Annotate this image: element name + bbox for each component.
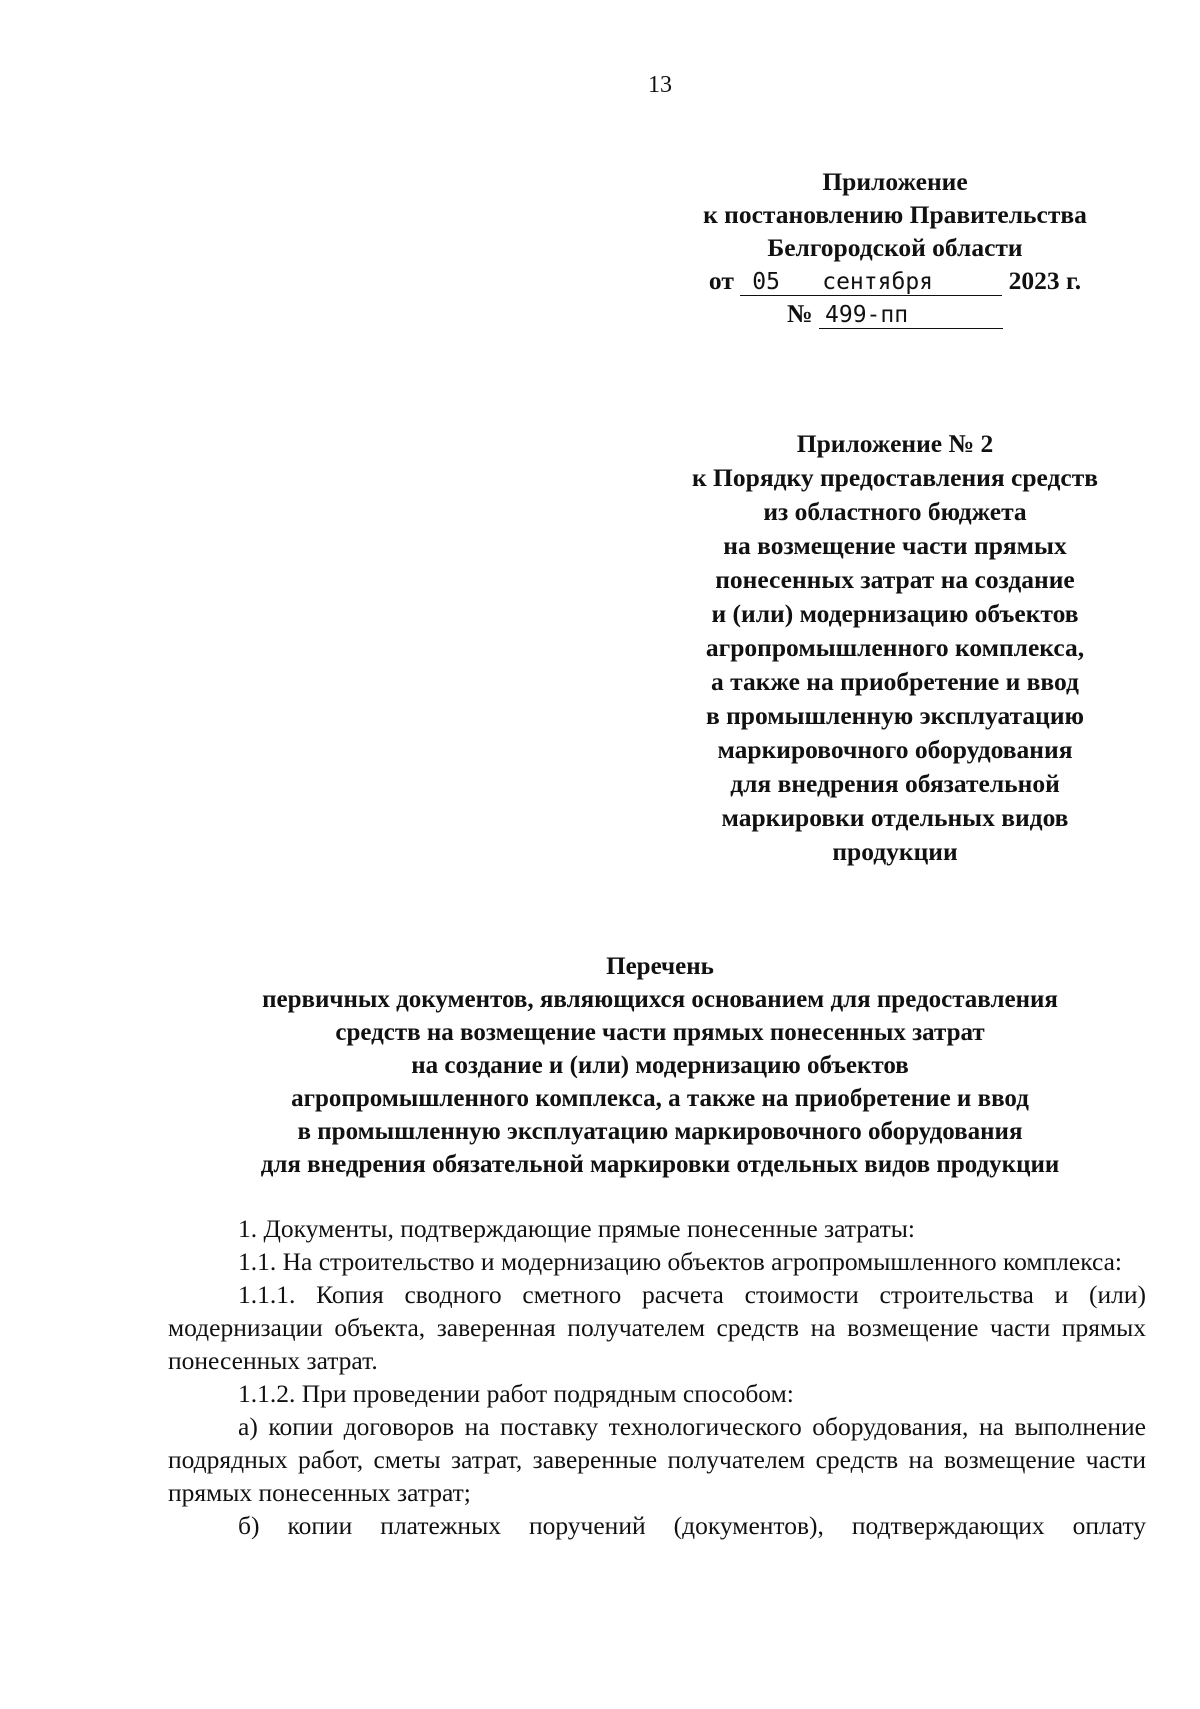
appendix-line: а также на приобретение и ввод [711,667,1079,696]
title-line: первичных документов, являющихся основанием для предоставления [262,986,1058,1013]
appendix-line: и (или) модернизацию объектов [711,599,1079,628]
body-paragraph: а) копии договоров на поставку технологического оборудования, на выполнение подрядных работ, сметы затрат, заверенные получателем средств на возмещение части прямых понесенных затрат; [168,1412,1146,1507]
appendix-line: для внедрения обязательной [730,769,1060,798]
body-paragraph: 1.1.2. При проведении работ подрядным способом: [238,1379,794,1408]
body-paragraph: 1.1. На строительство и модернизацию объектов агропромышленного комплекса: [238,1247,1123,1276]
appendix-line: из областного бюджета [763,497,1027,526]
appendix-line: в промышленную эксплуатацию [705,701,1085,730]
document-body [168,1212,1146,1542]
title-line: Перечень [606,953,714,980]
appendix-line: понесенных затрат на создание [715,565,1075,594]
title-line: для внедрения обязательной маркировки отдельных видов продукции [260,1151,1060,1178]
appendix-line: агропромышленного комплекса, [705,633,1085,662]
title-line: агропромышленного комплекса, а также на приобретение и ввод [291,1085,1029,1112]
title-line: в промышленную эксплуатацию маркировочного оборудования [297,1118,1023,1145]
page-number: 13 [648,72,672,98]
appendix-line: маркировочного оборудования [717,735,1073,764]
number-prefix: № [787,299,813,328]
date-prefix: от [708,266,734,295]
stamp-line: к постановлению Правительства [703,200,1087,229]
stamp-line: Приложение [822,167,968,196]
body-paragraph: 1.1.1. Копия сводного сметного расчета стоимости строительства и (или) модернизации объекта, заверенная получателем средств на возмещение части прямых понесенных затрат. [168,1280,1146,1375]
appendix-line: на возмещение части прямых [723,531,1067,560]
date-day: 05 [752,269,780,295]
number-value: 499-пп [819,302,1003,329]
appendix-line: продукции [832,837,958,866]
body-paragraph: б) копии платежных поручений (документов), подтверждающих оплату [238,1511,1146,1540]
stamp-number-line [660,297,1130,330]
appendix-line: Приложение № 2 [796,429,994,458]
appendix-line: к Порядку предоставления средств [691,463,1098,492]
approval-stamp [660,165,1130,330]
appendix-2-heading [660,427,1130,869]
stamp-line: Белгородской области [767,233,1023,262]
appendix-line: маркировки отдельных видов [721,803,1069,832]
date-month: сентября [822,269,934,295]
date-year: 2023 г. [1008,266,1082,295]
document-title [170,950,1150,1181]
title-line: на создание и (или) модернизацию объектов [411,1052,909,1079]
stamp-date-line [660,264,1130,297]
title-line: средств на возмещение части прямых понесенных затрат [335,1019,985,1046]
body-paragraph: 1. Документы, подтверждающие прямые понесенные затраты: [238,1214,915,1243]
date-fill [740,269,1002,296]
